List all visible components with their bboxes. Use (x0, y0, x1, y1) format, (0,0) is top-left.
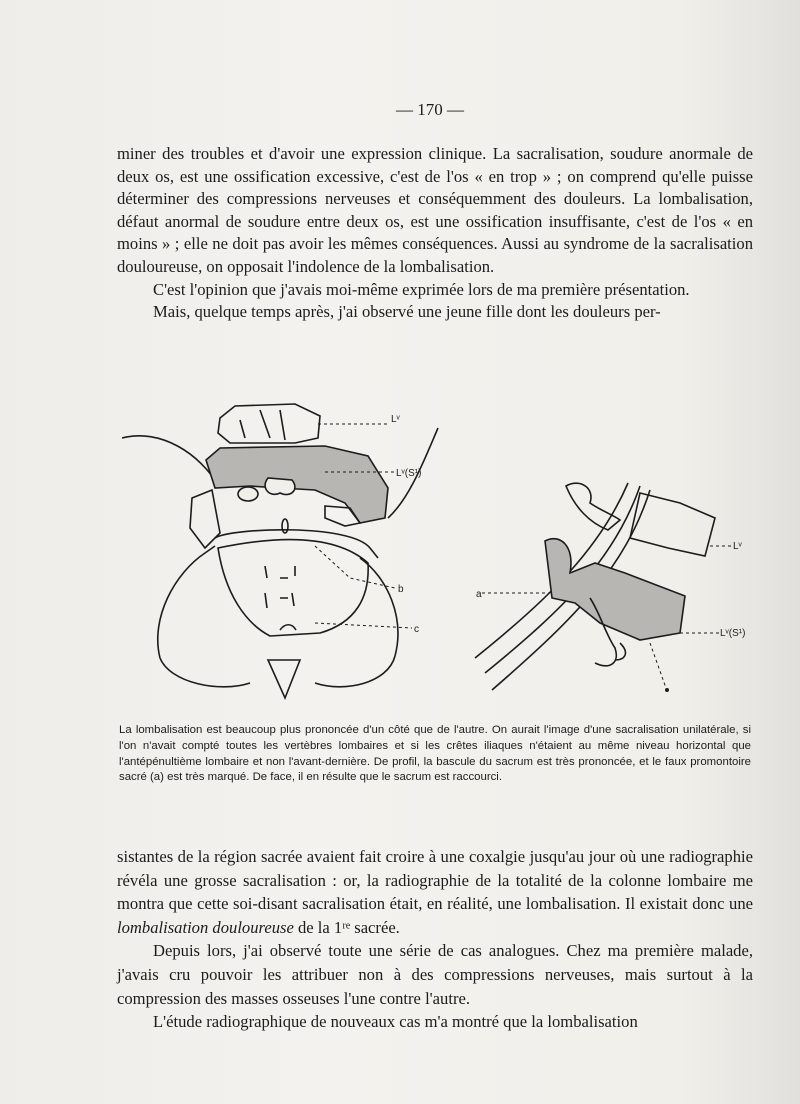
label-lv: Lᵛ (391, 414, 400, 425)
label-profile-lv: Lᵛ (733, 541, 742, 552)
emphasis: lombalisation douloureuse (117, 917, 294, 937)
bottom-text-block (117, 845, 753, 1034)
coccyx (268, 660, 300, 698)
label-lv-s1: Lᵛ(S¹) (396, 468, 422, 479)
label-profile-lv-s1: Lᵛ(S¹) (720, 628, 746, 639)
anatomical-figure (120, 398, 770, 708)
paragraph: L'étude radiographique de nouveaux cas m'a montré que la lombalisation (153, 1012, 638, 1032)
vertebrae-illustration (120, 398, 770, 708)
paragraph: C'est l'opinion que j'avais moi-même exprimée lors de ma première présentation. (153, 279, 690, 299)
paragraph: miner des troubles et d'avoir une expression clinique. La sacralisation, soudure anormale de deux os, est une ossification excessive, c'est de l'os « en trop » ; on comprend qu'elle puisse déterminer des compressions nerveuses et conséquemment des douleurs. La lombalisation, défaut anormal de soudure entre deux os, est une ossification insuffisante, c'est de l'os « en moins » ; elle ne doit pas avoir les mêmes conséquences. Aussi au syndrome de la sacralisation douloureuse, on opposait l'indolence de la lombalisation. (117, 144, 753, 276)
l5-profile (630, 493, 715, 556)
lombalised-vertebra (206, 446, 388, 523)
caption-text: La lombalisation est beaucoup plus prononcée d'un côté que de l'autre. On aurait l'image d'une sacralisation unilatérale, si l'on n'avait compté toutes les vertèbres lombaires et si les crêtes iliaques n'étaient au même niveau horizontal que l'antépénultième lombaire et non l'avant-dernière. De profil, la bascule du sacrum est très prononcée, et le faux promontoire sacré (a) est très marqué. De face, il en résulte que le sacrum est raccourci. (119, 724, 751, 784)
paragraph: Depuis lors, j'ai observé toute une série de cas analogues. Chez ma première malade, j'avais cru pouvoir les attribuer non à des compressions nerveuses, mais surtout à la compression des masses osseuses l'une contre l'autre. (117, 941, 753, 1008)
left-iliac-crest (122, 436, 220, 488)
sacrum (218, 540, 368, 636)
label-b: b (398, 584, 404, 595)
page-number: — 170 — (396, 100, 464, 119)
figure-caption (119, 723, 751, 786)
label-a: a (476, 589, 482, 600)
paragraph: sistantes de la région sacrée avaient fait croire à une coxalgie jusqu'au jour où une radiographie révéla une grosse sacralisation : or, la radiographie de la totalité de la colonne lombaire me montra que cette soi-disant sacralisation était, en réalité, une lombalisation. Il existait donc une lombalisation douloureuse de la 1ʳᵉ sacrée. (117, 847, 753, 937)
paragraph: Mais, quelque temps après, j'ai observé une jeune fille dont les douleurs per- (153, 302, 661, 322)
lombalised-profile (545, 539, 685, 640)
label-c: c (414, 624, 419, 635)
top-text-block (117, 143, 753, 324)
